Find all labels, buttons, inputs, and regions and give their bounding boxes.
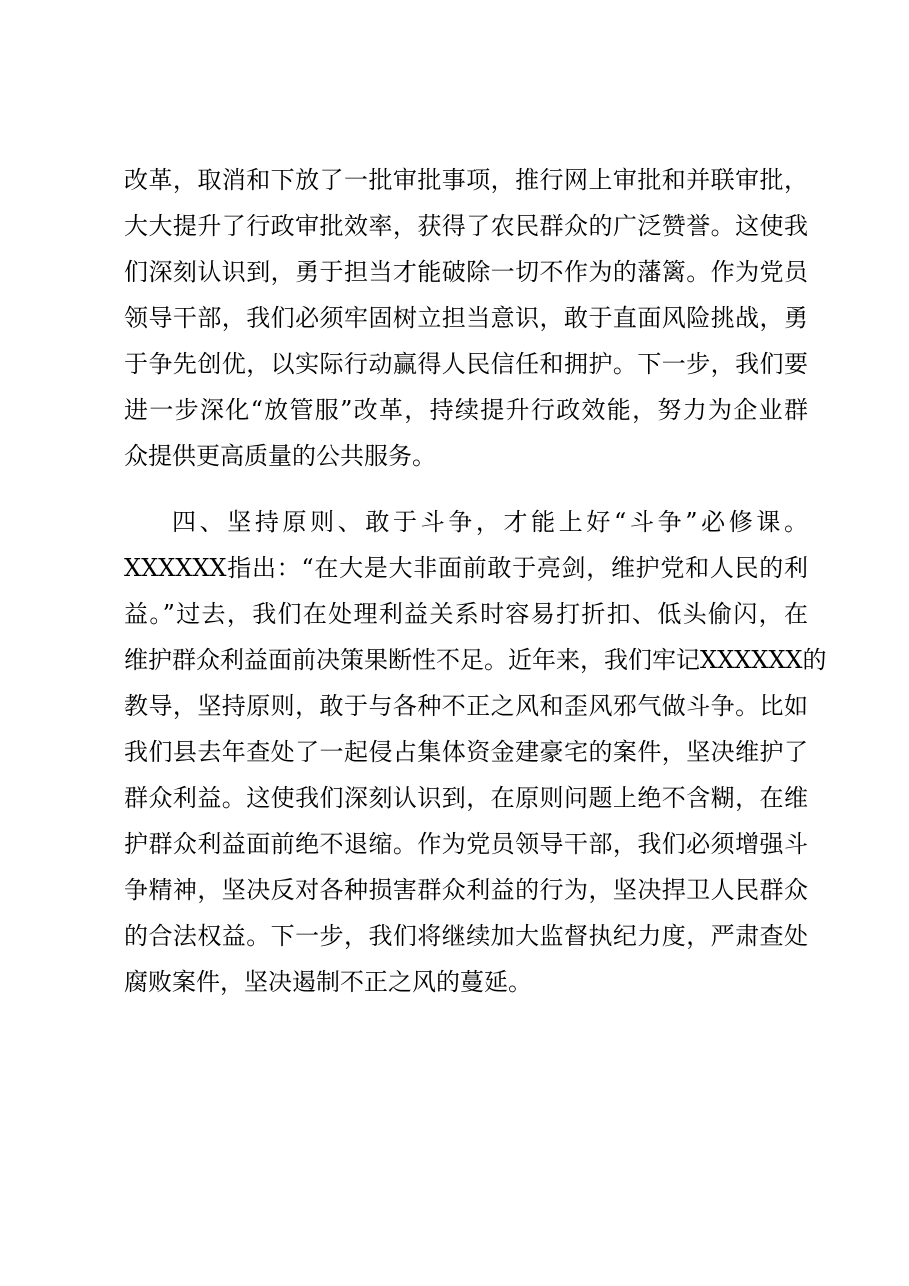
text-line: 群众利益。这使我们深刻认识到，在原则问题上绝不含糊，在维 bbox=[124, 784, 808, 812]
text-line: 大大提升了行政审批效率，获得了农民群众的广泛赞誉。这使我 bbox=[124, 212, 808, 240]
text-line: 护群众利益面前绝不退缩。作为党员领导干部，我们必须增强斗 bbox=[124, 830, 808, 858]
text-line: 教导，坚持原则，敢于与各种不正之风和歪风邪气做斗争。比如 bbox=[124, 692, 808, 720]
text-line: 领导干部，我们必须牢固树立担当意识，敢于直面风险挑战，勇 bbox=[124, 304, 808, 332]
text-line: 于争先创优，以实际行动赢得人民信任和拥护。下一步，我们要 bbox=[124, 350, 808, 378]
section-heading: 四、坚持原则、敢于斗争，才能上好“斗争”必修课。 bbox=[172, 508, 808, 536]
text-line: 众提供更高质量的公共服务。 bbox=[124, 442, 436, 470]
text-line: 我们县去年查处了一起侵占集体资金建豪宅的案件，坚决维护了 bbox=[124, 738, 808, 766]
text-line: 的合法权益。下一步，我们将继续加大监督执纪力度，严肃查处 bbox=[124, 922, 808, 950]
text-line: XXXXXX指出：“在大是大非面前敢于亮剑，维护党和人民的利 bbox=[124, 554, 808, 582]
text-line: 改革，取消和下放了一批审批事项，推行网上审批和并联审批， bbox=[124, 166, 808, 194]
text-line: 维护群众利益面前决策果断性不足。近年来，我们牢记XXXXXX的 bbox=[124, 646, 827, 674]
text-line: 争精神，坚决反对各种损害群众利益的行为，坚决捍卫人民群众 bbox=[124, 876, 808, 904]
text-line: 益。”过去，我们在处理利益关系时容易打折扣、低头偷闪，在 bbox=[124, 600, 808, 628]
text-line: 们深刻认识到，勇于担当才能破除一切不作为的藩篱。作为党员 bbox=[124, 258, 808, 286]
text-line: 进一步深化“放管服”改革，持续提升行政效能，努力为企业群 bbox=[124, 396, 808, 424]
text-line: 腐败案件，坚决遏制不正之风的蔓延。 bbox=[124, 968, 532, 996]
